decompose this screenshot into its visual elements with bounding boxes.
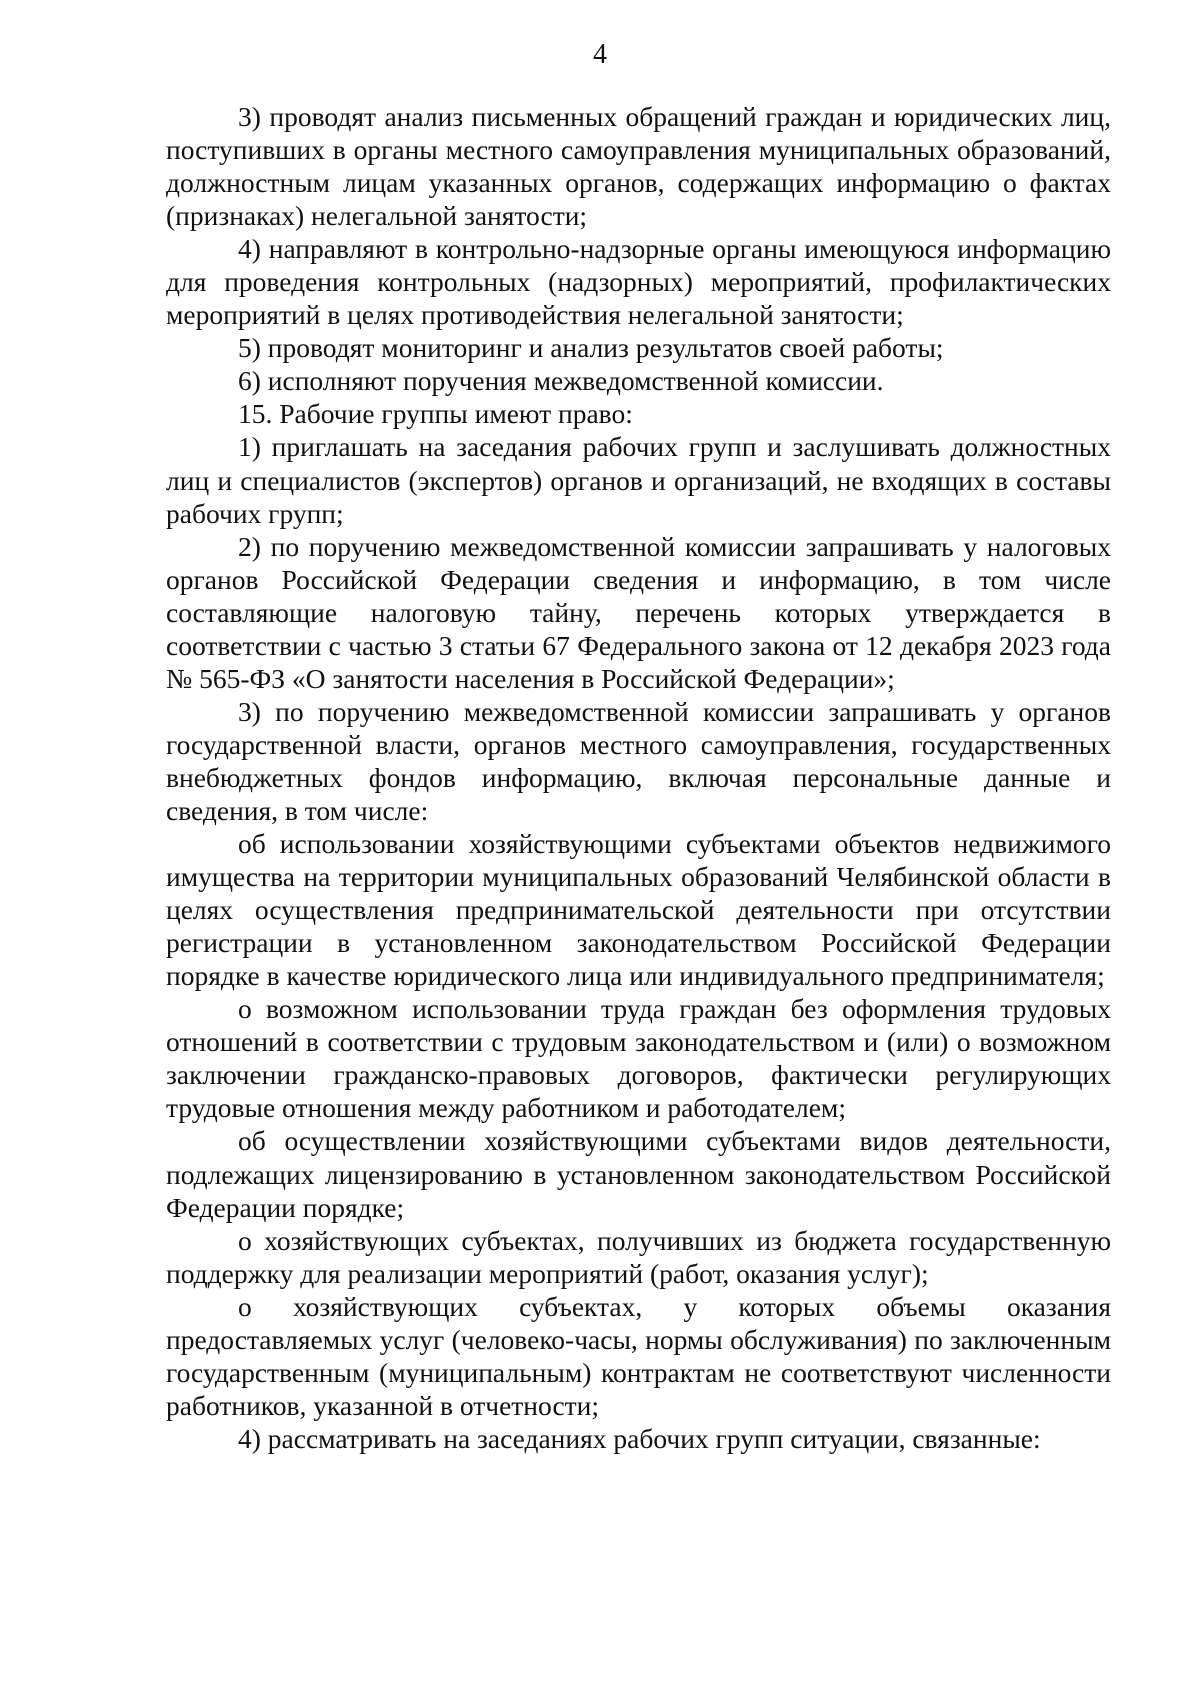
- document-body: [166, 100, 1111, 1455]
- subitem-contracts: о хозяйствующих субъектах, у которых объемы оказания предоставляемых услуг (человеко-часы, нормы обслуживания) по заключенным государственным (муниципальным) контрактам не соответствуют численности работников, указанной в отчетности;: [166, 1290, 1111, 1421]
- paragraph-item-5: 5) проводят мониторинг и анализ результатов своей работы;: [238, 332, 944, 364]
- subitem-labor-usage: о возможном использовании труда граждан без оформления трудовых отношений в соответствии с трудовым законодательством и (или) о возможном заключении гражданско-правовых договоров, фактически регулирующих трудовые отношения между работником и работодателем;: [166, 993, 1111, 1124]
- section-15-heading: 15. Рабочие группы имеют право:: [238, 398, 633, 430]
- right-item-1: 1) приглашать на заседания рабочих групп и заслушивать должностных лиц и специалистов (экспертов) органов и организаций, не входящих в составы рабочих групп;: [166, 431, 1111, 529]
- right-item-3: 3) по поручению межведомственной комиссии запрашивать у органов государственной власти, органов местного самоуправления, государственных внебюджетных фондов информацию, включая персональные данные и сведения, в том числе:: [166, 695, 1111, 826]
- paragraph-item-4: 4) направляют в контрольно-надзорные органы имеющуюся информацию для проведения контрольных (надзорных) мероприятий, профилактических мероприятий в целях противодействия нелегальной занятости;: [166, 233, 1111, 331]
- right-item-4: 4) рассматривать на заседаниях рабочих групп ситуации, связанные:: [238, 1422, 1041, 1454]
- subitem-real-estate: об использовании хозяйствующими субъектами объектов недвижимого имущества на территории муниципальных образований Челябинской области в целях осуществления предпринимательской деятельности при отсутствии регистрации в установленном законодательством Российской Федерации порядке в качестве юридического лица или индивидуального предпринимателя;: [166, 828, 1111, 992]
- right-item-2: 2) по поручению межведомственной комиссии запрашивать у налоговых органов Российской Федерации сведения и информацию, в том числе составляющие налоговую тайну, перечень которых утверждается в соответствии с частью 3 статьи 67 Федерального закона от 12 декабря 2023 года № 565-ФЗ «О занятости населения в Российской Федерации»;: [166, 530, 1111, 694]
- paragraph-item-3: 3) проводят анализ письменных обращений граждан и юридических лиц, поступивших в органы местного самоуправления муниципальных образований, должностным лицам указанных органов, содержащих информацию о фактах (признаках) нелегальной занятости;: [166, 101, 1111, 232]
- subitem-state-support: о хозяйствующих субъектах, получивших из бюджета государственную поддержку для реализации мероприятий (работ, оказания услуг);: [166, 1224, 1111, 1289]
- paragraph-item-6: 6) исполняют поручения межведомственной комиссии.: [238, 365, 884, 397]
- page-number: 4: [593, 39, 607, 70]
- subitem-licensing: об осуществлении хозяйствующими субъектами видов деятельности, подлежащих лицензированию в установленном законодательством Российской Федерации порядке;: [166, 1125, 1111, 1223]
